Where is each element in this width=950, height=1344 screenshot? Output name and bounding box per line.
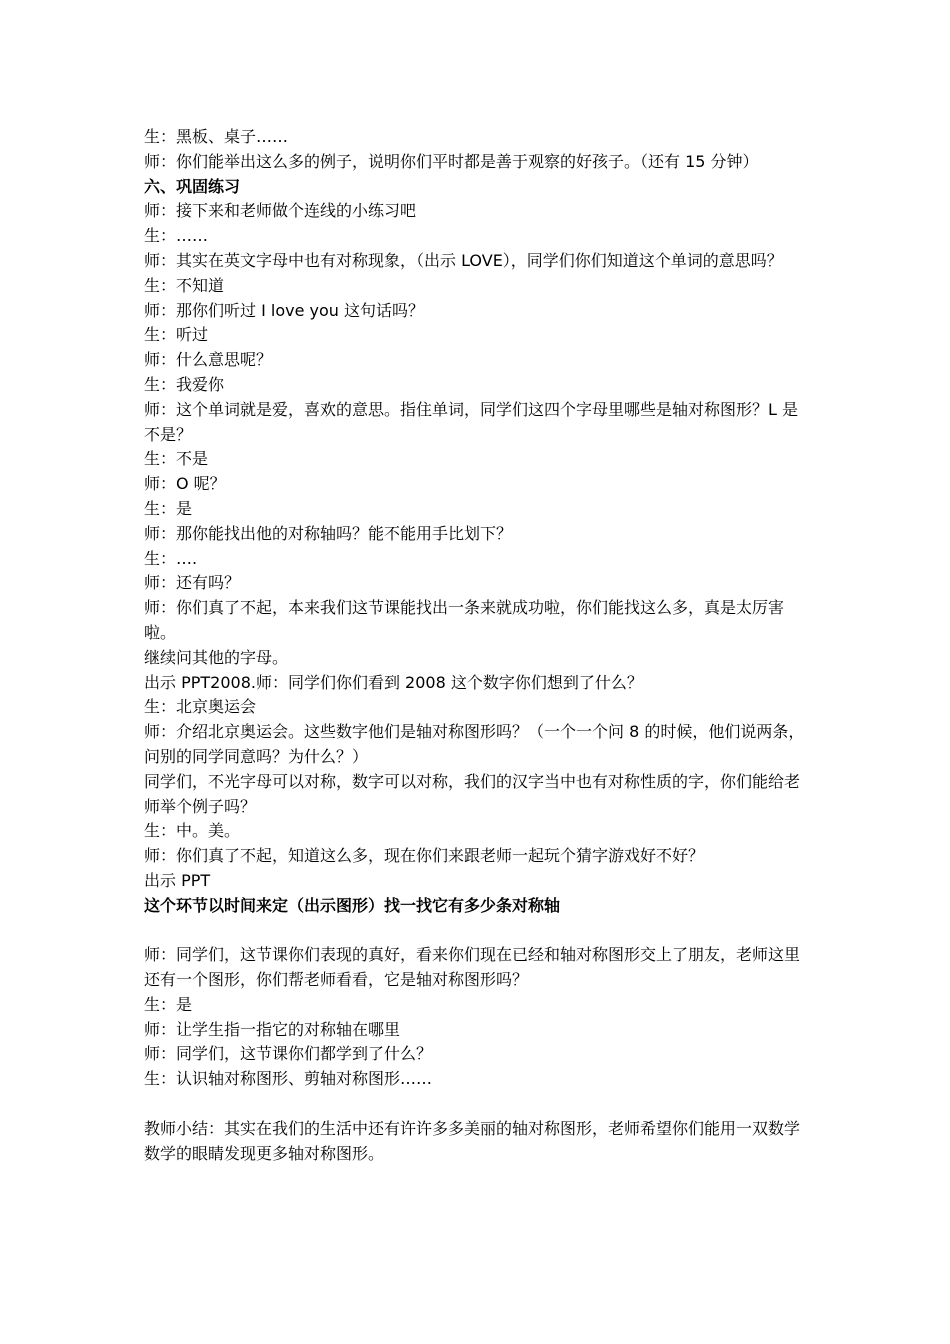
text-line: 生：是 bbox=[144, 498, 193, 518]
text-line: 师：同学们，这节课你们都学到了什么？ bbox=[144, 1044, 433, 1064]
text-line: 师：那你们听过 I love you 这句话吗？ bbox=[144, 300, 425, 320]
text-line: 师：O 呢？ bbox=[144, 474, 226, 494]
text-line: 教师小结：其实在我们的生活中还有许许多多美丽的轴对称图形，老师希望你们能用一双数学数学的眼睛发现更多轴对称图形。 bbox=[144, 1118, 801, 1163]
blank-line bbox=[144, 919, 812, 944]
text-line: 师：介绍北京奥运会。这些数字他们是轴对称图形吗？（一个一个问 8 的时候，他们说两条，问别的同学同意吗？为什么？） bbox=[144, 722, 805, 766]
document-page bbox=[144, 125, 812, 1166]
text-line: 出示 PPT2008.师：同学们你们看到 2008 这个数字你们想到了什么？ bbox=[144, 672, 643, 692]
text-line: 生：认识轴对称图形、剪轴对称图形…… bbox=[144, 1069, 433, 1089]
blank-line bbox=[144, 1092, 812, 1117]
text-line: 师：你们能举出这么多的例子，说明你们平时都是善于观察的好孩子。（还有 15 分钟） bbox=[144, 151, 759, 171]
text-line: 师：其实在英文字母中也有对称现象，（出示 LOVE），同学们你们知道这个单词的意思吗？ bbox=[144, 250, 783, 270]
text-line: 生：是 bbox=[144, 994, 193, 1014]
text-line: 师：同学们，这节课你们表现的真好，看来你们现在已经和轴对称图形交上了朋友，老师这里还有一个图形，你们帮老师看看，它是轴对称图形吗？ bbox=[144, 945, 801, 990]
section-heading: 这个环节以时间来定（出示图形）找一找它有多少条对称轴 bbox=[144, 895, 561, 915]
text-line: 师：那你能找出他的对称轴吗？能不能用手比划下？ bbox=[144, 523, 513, 543]
text-line: 生：…. bbox=[144, 548, 198, 568]
section-heading: 六、巩固练习 bbox=[144, 176, 241, 196]
text-line: 同学们，不光字母可以对称，数字可以对称，我们的汉字当中也有对称性质的字，你们能给老师举个例子吗？ bbox=[144, 771, 801, 816]
text-line: 师：这个单词就是爱，喜欢的意思。指住单词，同学们这四个字母里哪些是轴对称图形？L 是不是？ bbox=[144, 399, 799, 444]
text-line: 出示 PPT bbox=[144, 870, 211, 890]
text-line: 师：你们真了不起，知道这么多，现在你们来跟老师一起玩个猜字游戏好不好？ bbox=[144, 846, 705, 866]
text-line: 继续问其他的字母。 bbox=[144, 647, 289, 667]
text-line: 生：不是 bbox=[144, 449, 209, 469]
text-line: 生：我爱你 bbox=[144, 374, 225, 394]
text-line: 生：北京奥运会 bbox=[144, 697, 257, 717]
text-line: 生：黑板、桌子…… bbox=[144, 127, 289, 146]
text-line: 师：你们真了不起，本来我们这节课能找出一条来就成功啦，你们能找这么多，真是太厉害啦。 bbox=[144, 598, 785, 642]
text-line: 生：不知道 bbox=[144, 275, 225, 295]
text-line: 生：中。美。 bbox=[144, 821, 241, 841]
text-line: 师：接下来和老师做个连线的小练习吧 bbox=[144, 201, 417, 221]
text-line: 师：还有吗？ bbox=[144, 573, 241, 593]
text-line: 生：…… bbox=[144, 226, 209, 246]
text-line: 生：听过 bbox=[144, 325, 209, 345]
text-line: 师：让学生指一指它的对称轴在哪里 bbox=[144, 1019, 401, 1039]
text-line: 师：什么意思呢？ bbox=[144, 350, 273, 370]
